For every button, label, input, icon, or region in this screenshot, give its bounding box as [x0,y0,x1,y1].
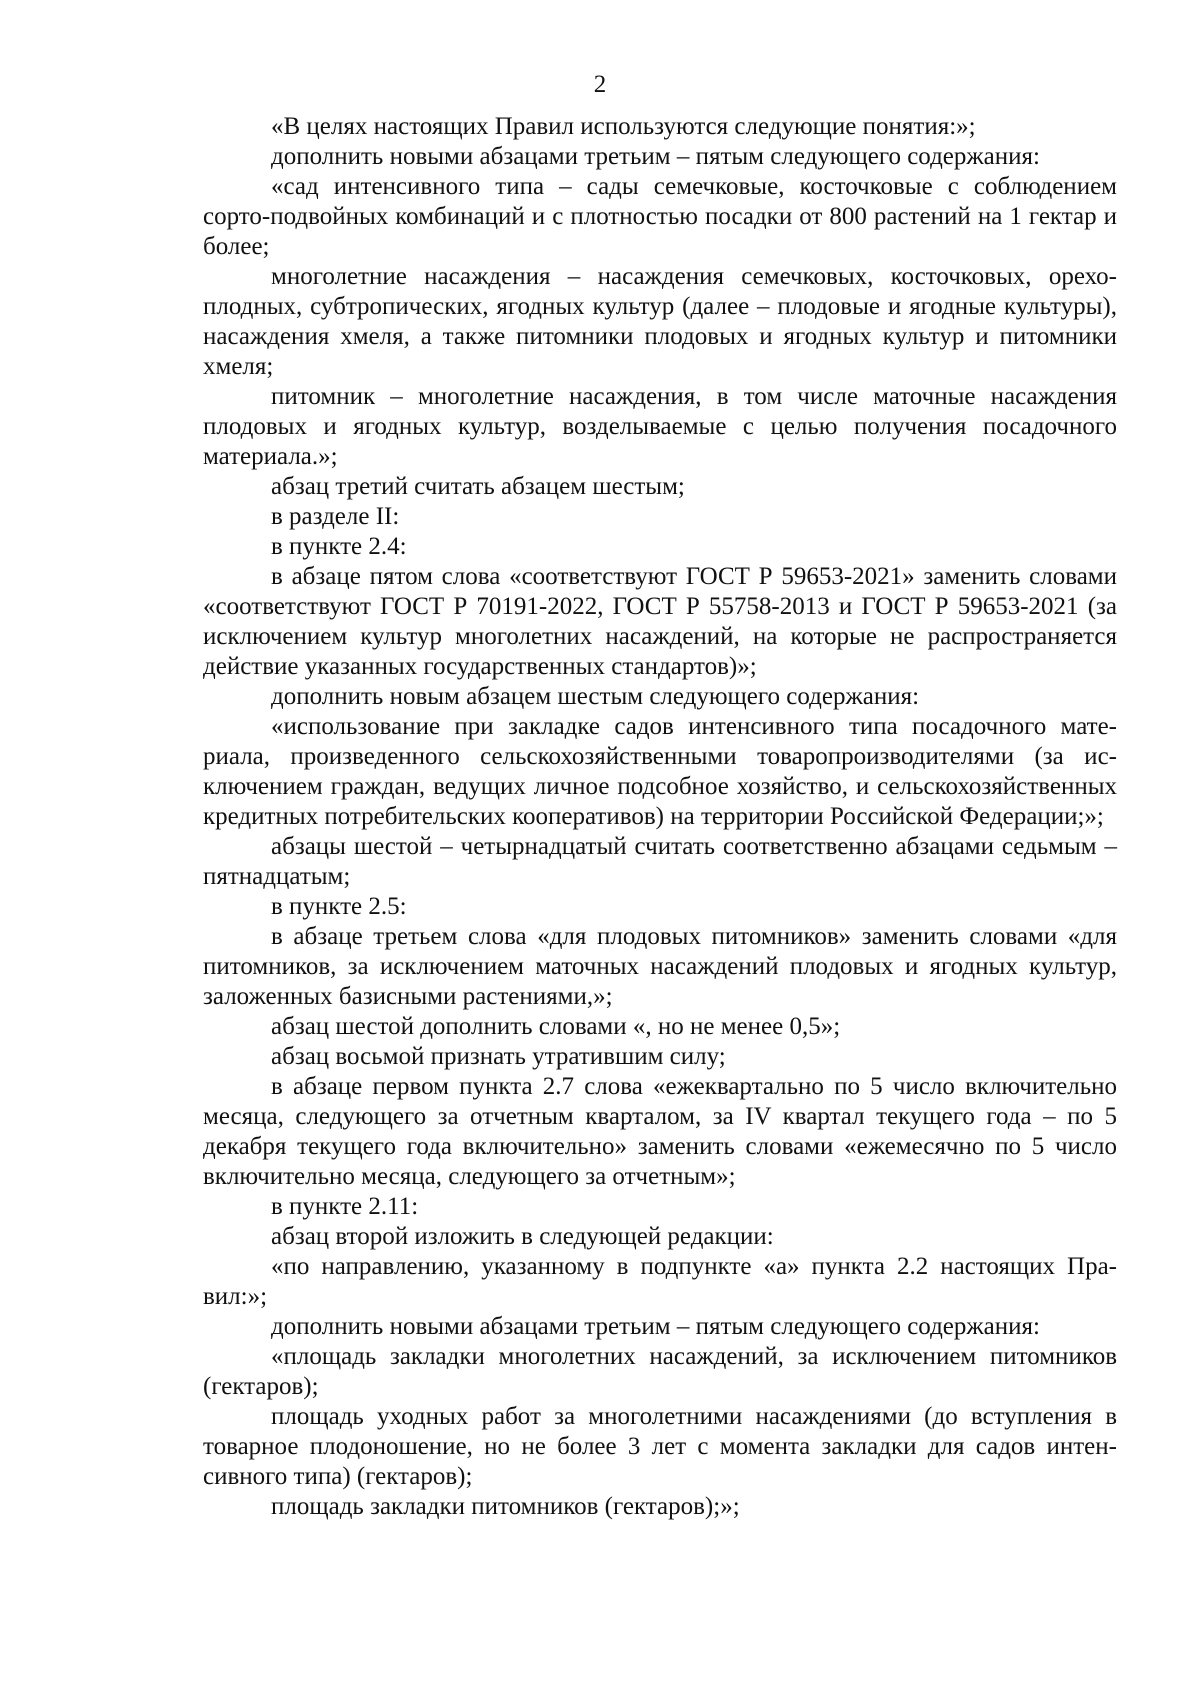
paragraph: многолетние насаждения – насаждения семечковых, косточковых, орехоплодных, субтропических, ягодных культур (далее – плодовые и ягодные культуры), насаждения хмеля, а также питомники плодовых и ягодных культур и питомники хмеля; [203,263,1117,380]
paragraph: дополнить новыми абзацами третьим – пятым следующего содержания: [271,1313,1040,1340]
paragraph: абзац шестой дополнить словами «, но не менее 0,5»; [271,1013,841,1040]
paragraph: «использование при закладке садов интенсивного типа посадочного материала, произведенного сельскохозяйственными товаропроизводителями (за исключением граждан, ведущих личное подсобное хозяйство, и сельскохозяйственных кредитных потребительских кооперативов) на территории Российской Федерации;»; [203,713,1117,830]
paragraph: «по направлению, указанному в подпункте «а» пункта 2.2 настоящих Правил:»; [203,1253,1117,1310]
paragraph: «площадь закладки многолетних насаждений, за исключением питомников (гектаров); [203,1343,1117,1400]
paragraph: «сад интенсивного типа – сады семечковые, косточковые с соблюдением сорто-подвойных комбинаций и с плотностью посадки от 800 растений на 1 гектар и более; [203,173,1117,260]
paragraph: площадь закладки питомников (гектаров);»; [271,1493,740,1520]
paragraph: дополнить новым абзацем шестым следующего содержания: [271,683,920,710]
paragraph: в абзаце третьем слова «для плодовых питомников» заменить словами «для питомников, за исключением маточных насаждений плодовых и ягодных культур, заложенных базисными растениями,»; [203,923,1117,1010]
paragraph: питомник – многолетние насаждения, в том числе маточные насаждения плодовых и ягодных культур, возделываемые с целью получения посадочного материала.»; [203,383,1117,470]
document-body [203,112,1117,1522]
paragraph: в разделе II: [271,503,400,530]
paragraph: в абзаце первом пункта 2.7 слова «ежеквартально по 5 число включительно месяца, следующего за отчетным кварталом, за IV квартал текущего года – по 5 декабря текущего года включительно» заменить словами «ежемесячно по 5 число включительно месяца, следующего за отчетным»; [203,1073,1117,1190]
paragraph: абзац восьмой признать утратившим силу; [271,1043,726,1070]
paragraph: «В целях настоящих Правил используются следующие понятия:»; [271,113,976,140]
page-number: 2 [593,71,607,98]
paragraph: в пункте 2.4: [271,533,407,560]
paragraph: абзац второй изложить в следующей редакции: [271,1223,774,1250]
paragraph: абзац третий считать абзацем шестым; [271,473,685,500]
paragraph: в абзаце пятом слова «соответствуют ГОСТ Р 59653-2021» заменить словами «соответствуют ГОСТ Р 70191-2022, ГОСТ Р 55758-2013 и ГОСТ Р 59653-2021 (за исключением культур многолетних насаждений, на которые не распространяется действие указанных государственных стандартов)»; [203,563,1117,680]
paragraph: дополнить новыми абзацами третьим – пятым следующего содержания: [271,143,1040,170]
paragraph: площадь уходных работ за многолетними насаждениями (до вступления в товарное плодоношение, но не более 3 лет с момента закладки для садов интенсивного типа) (гектаров); [203,1403,1117,1490]
paragraph: в пункте 2.5: [271,893,407,920]
paragraph: абзацы шестой – четырнадцатый считать соответственно абзацами седьмым – пятнадцатым; [203,833,1117,890]
paragraph: в пункте 2.11: [271,1193,419,1220]
